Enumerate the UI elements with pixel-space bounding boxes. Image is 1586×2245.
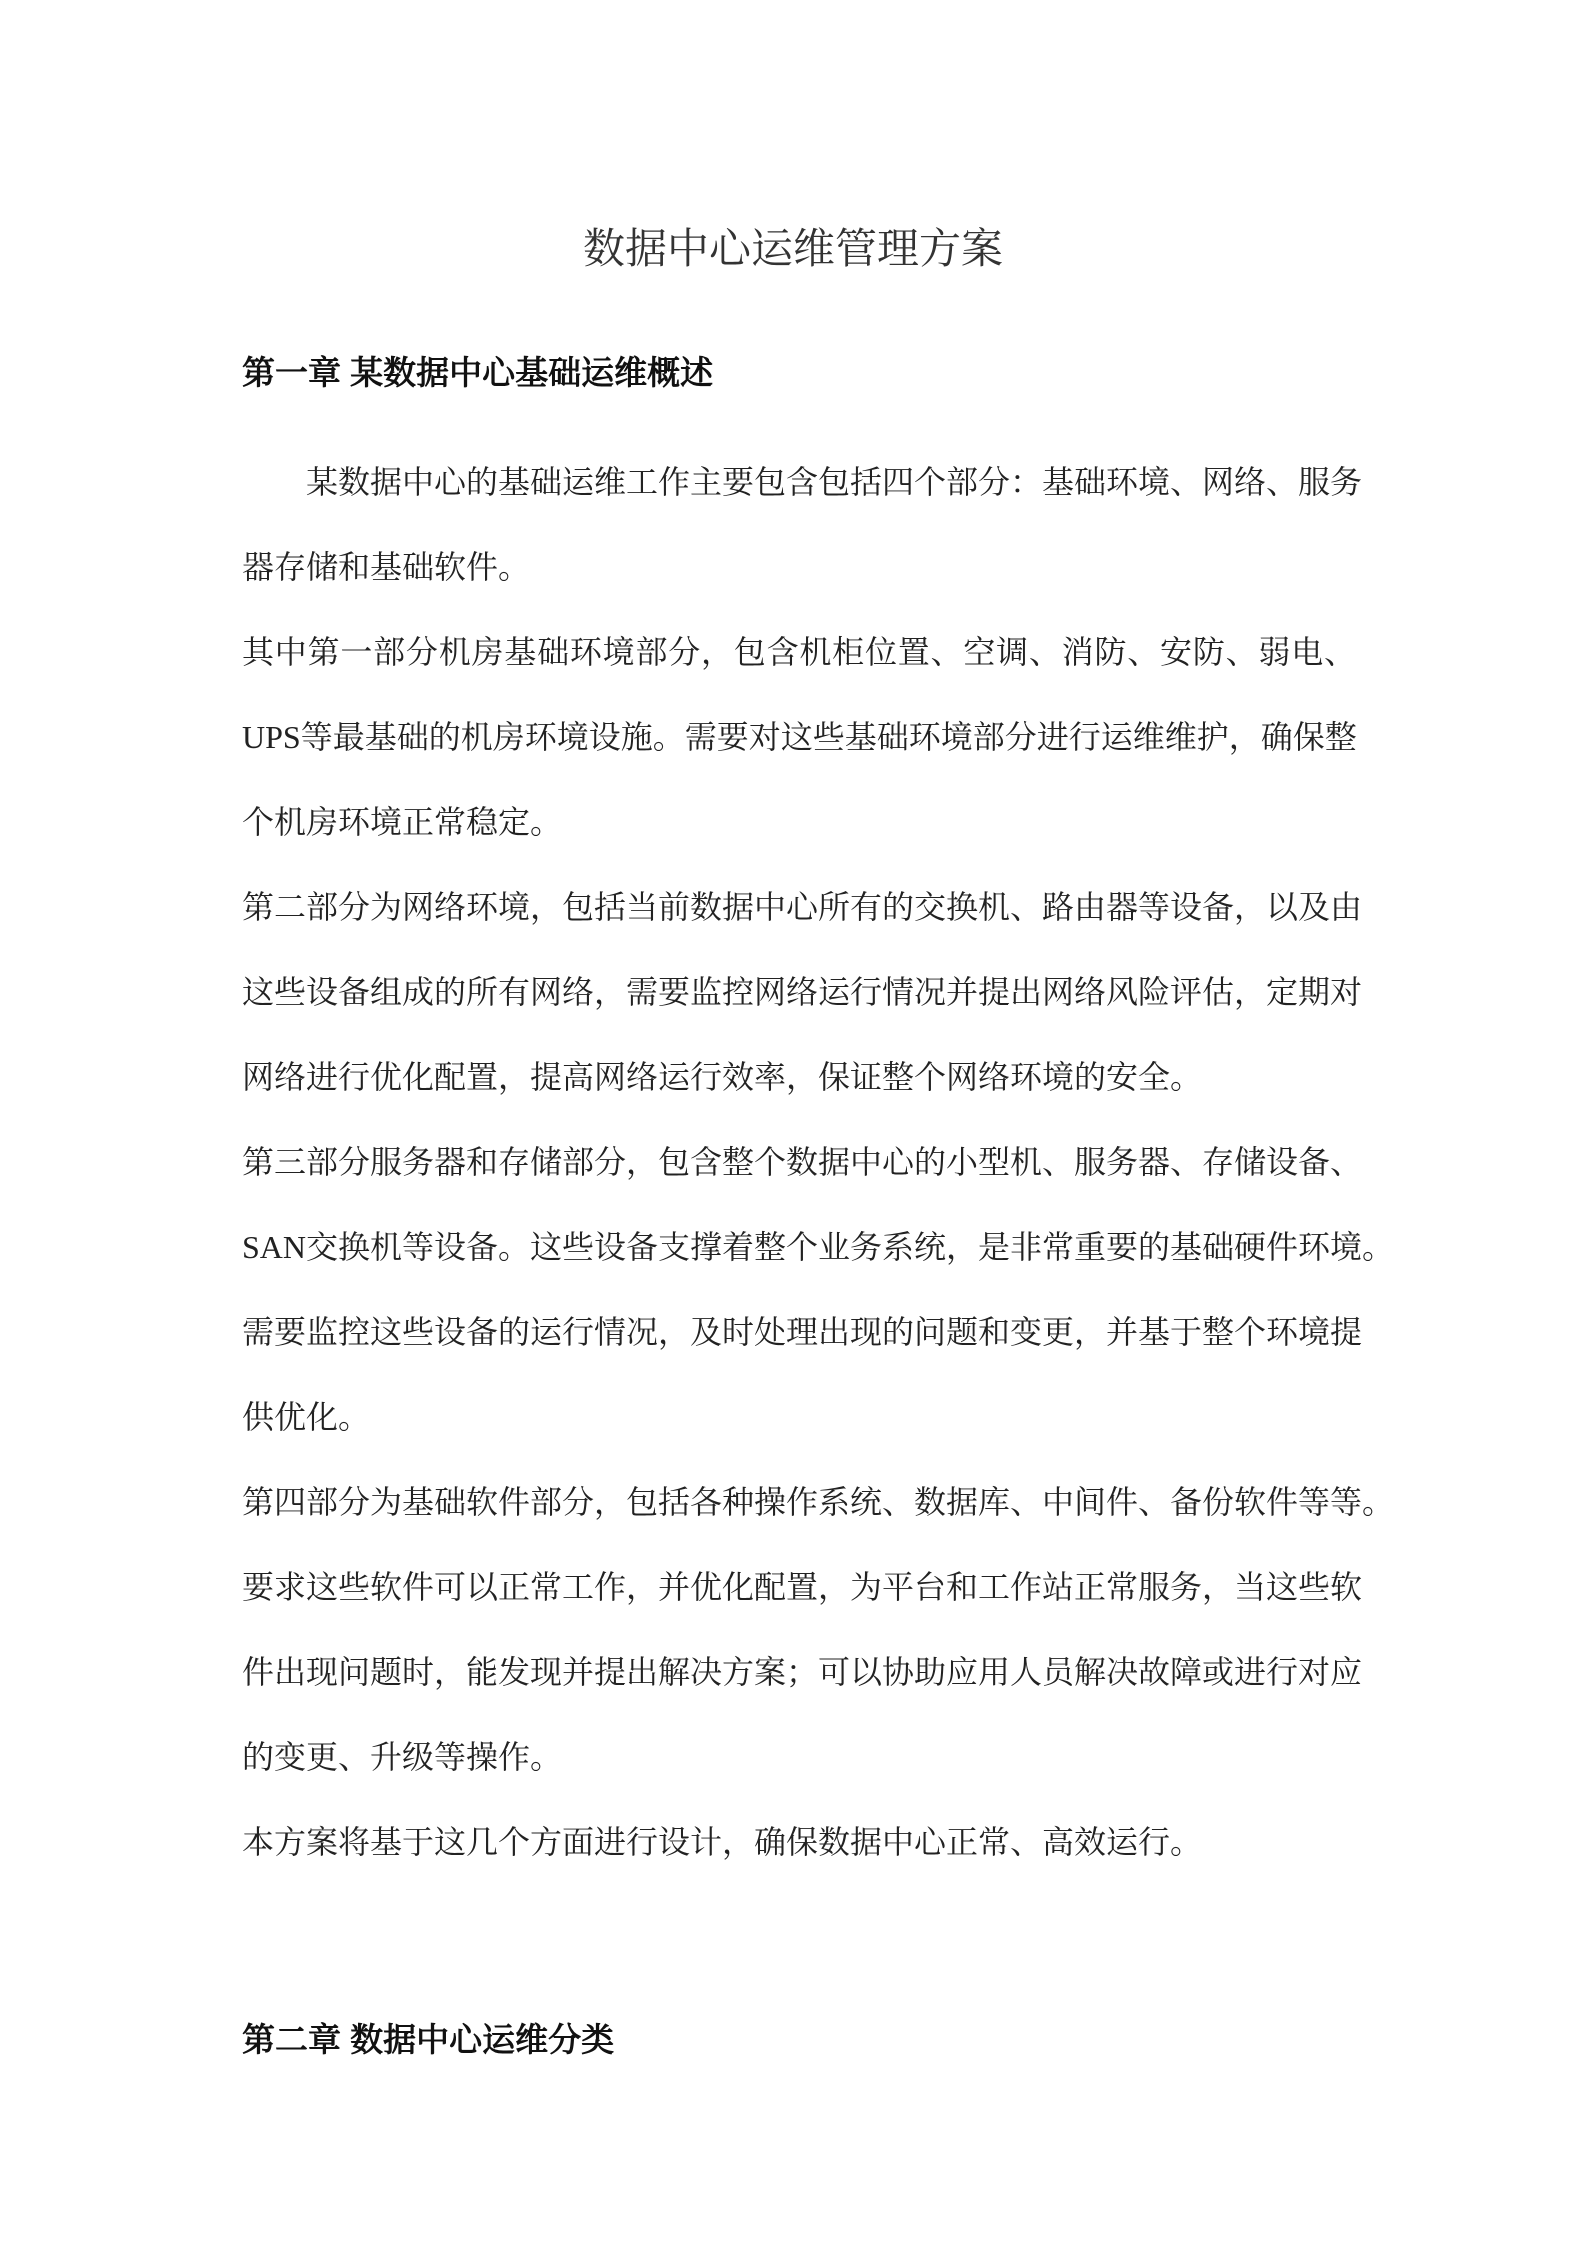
paragraph-line: 要求这些软件可以正常工作，并优化配置，为平台和工作站正常服务，当这些软 <box>242 1569 1363 1605</box>
paragraph-line: 第三部分服务器和存储部分，包含整个数据中心的小型机、服务器、存储设备、 <box>242 1144 1363 1180</box>
paragraph-line: 第二部分为网络环境，包括当前数据中心所有的交换机、路由器等设备，以及由 <box>242 889 1363 925</box>
paragraph <box>242 440 1363 610</box>
paragraph-line: 供优化。 <box>242 1399 371 1435</box>
paragraph <box>242 1460 1395 1800</box>
chapter-2-heading: 第二章 数据中心运维分类 <box>242 2021 615 2058</box>
paragraph-line: 本方案将基于这几个方面进行设计，确保数据中心正常、高效运行。 <box>242 1824 1203 1860</box>
document-title: 数据中心运维管理方案 <box>582 227 1003 273</box>
chapter-1-body <box>242 440 1395 1885</box>
paragraph-line: 这些设备组成的所有网络，需要监控网络运行情况并提出网络风险评估，定期对 <box>242 974 1363 1010</box>
paragraph-line: 其中第一部分机房基础环境部分，包含机柜位置、空调、消防、安防、弱电、 <box>242 634 1356 670</box>
paragraph-line: 第四部分为基础软件部分，包括各种操作系统、数据库、中间件、备份软件等等。 <box>242 1484 1395 1520</box>
chapter-1-heading: 第一章 某数据中心基础运维概述 <box>242 354 714 391</box>
paragraph-line: 需要监控这些设备的运行情况，及时处理出现的问题和变更，并基于整个环境提 <box>242 1314 1363 1350</box>
paragraph-line: 网络进行优化配置，提高网络运行效率，保证整个网络环境的安全。 <box>242 1059 1203 1095</box>
paragraph <box>242 1120 1395 1460</box>
paragraph-line: UPS等最基础的机房环境设施。需要对这些基础环境部分进行运维维护，确保整 <box>242 719 1357 755</box>
paragraph <box>242 1800 1356 1885</box>
paragraph-line: SAN交换机等设备。这些设备支撑着整个业务系统，是非常重要的基础硬件环境。 <box>242 1229 1395 1265</box>
paragraph-line: 个机房环境正常稳定。 <box>242 804 563 840</box>
paragraph <box>242 610 1356 865</box>
paragraph-line: 的变更、升级等操作。 <box>242 1739 563 1775</box>
paragraph-line: 件出现问题时，能发现并提出解决方案；可以协助应用人员解决故障或进行对应 <box>242 1654 1363 1690</box>
paragraph-line: 器存储和基础软件。 <box>242 549 531 585</box>
paragraph <box>242 865 1363 1120</box>
paragraph-line: 某数据中心的基础运维工作主要包含包括四个部分：基础环境、网络、服务 <box>306 464 1363 500</box>
